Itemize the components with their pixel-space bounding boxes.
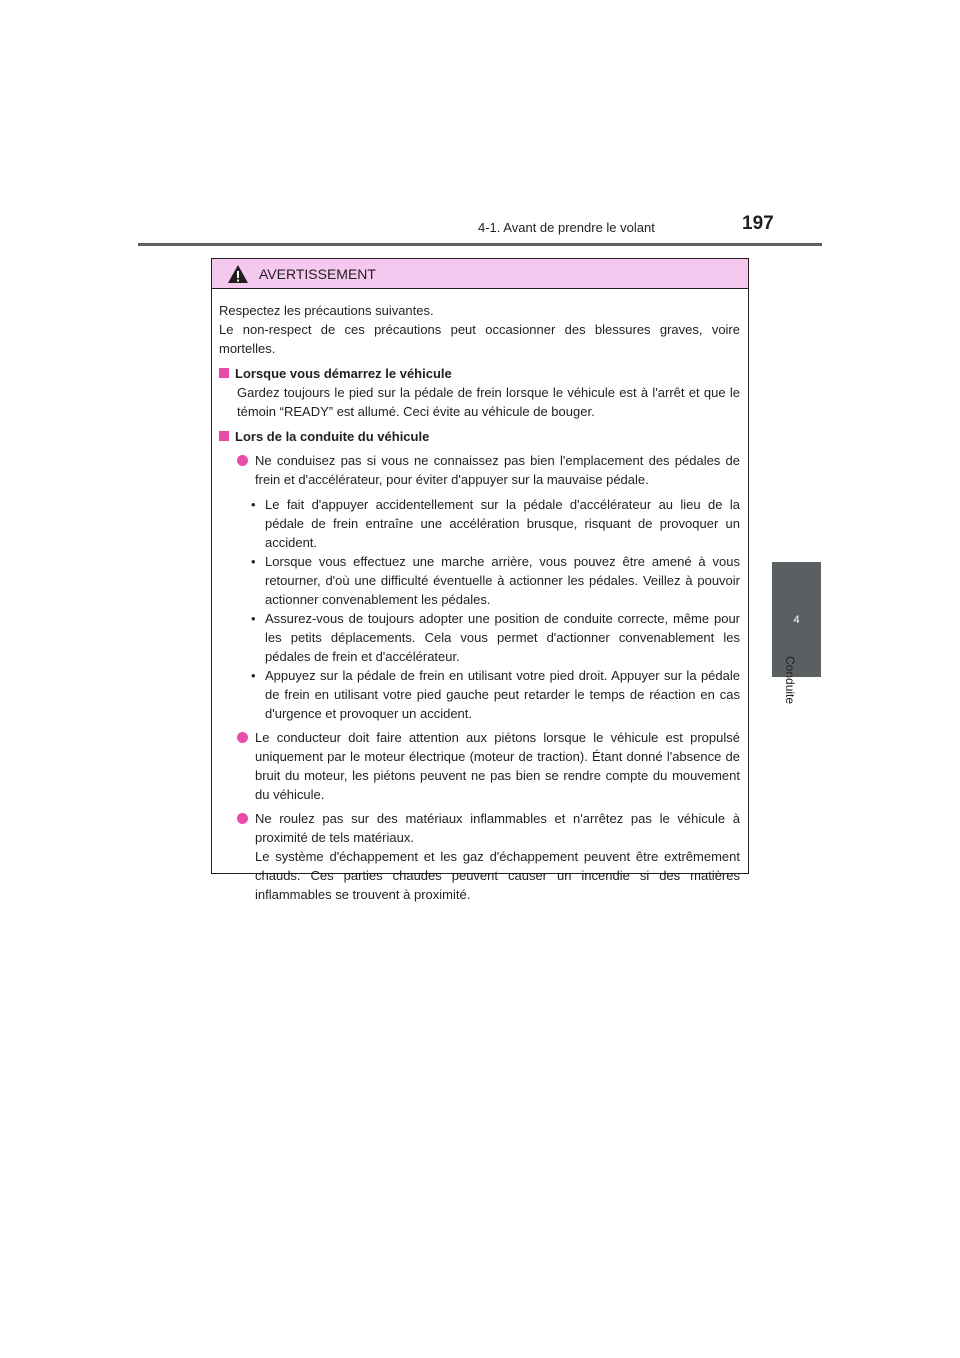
sub-bullet: • [251,668,256,683]
page-number: 197 [742,213,774,234]
circle-bullet-icon [237,455,248,466]
list-item [237,809,740,904]
intro-line-1: Respectez les précautions suivantes. [219,303,434,318]
section-text: Gardez toujours le pied sur la pédale de frein lorsque le véhicule est à l'arrêt et que le témoin “READY” est allumé. Ceci évite au véhicule de bouger. [237,385,740,419]
section-title [219,427,740,446]
list-item-text: Ne conduisez pas si vous ne connaissez pas bien l'emplacement des pédales de frein et d'accélérateur, pour éviter d'appuyer sur la mauvaise pédale. [255,453,740,487]
sub-list-item-text: Le fait d'appuyer accidentellement sur la pédale d'accélérateur au lieu de la pédale de frein entraîne une accélération brusque, risquant de provoquer un accident. [265,497,740,550]
chapter-number: 4 [793,613,800,626]
section-title-text: Lorsque vous démarrez le véhicule [235,366,452,381]
warning-title: AVERTISSEMENT [259,265,376,282]
circle-bullet-icon [237,813,248,824]
list-item [237,451,740,489]
warning-header [212,259,748,289]
sub-list-item-text: Appuyez sur la pédale de frein en utilisant votre pied droit. Appuyer sur la pédale de frein en utilisant votre pied gauche peut retarder le temps de réaction en cas d'urgence et provoquer un accident. [265,668,740,721]
warning-body [212,289,748,904]
header-rule [138,243,822,246]
section-title-text: Lors de la conduite du véhicule [235,429,430,444]
square-bullet-icon [219,431,229,441]
sub-list-item [251,609,740,666]
warning-box [211,258,749,902]
list-item-line-1: Ne roulez pas sur des matériaux inflammables et n'arrêtez pas le véhicule à proximité de tels matériaux. [255,811,740,845]
sub-list-item-text: Lorsque vous effectuez une marche arrière, vous pouvez être amené à vous retourner, d'où une difficulté éventuelle à actionner les pédales. Veillez à pouvoir actionner convenablement les pédales. [265,554,740,607]
section-title [219,364,740,383]
sub-bullet: • [251,497,256,512]
list-item-line-2: Le système d'échappement et les gaz d'échappement peuvent être extrêmement chauds. Ces parties chaudes peuvent causer un incendie si des matières inflammables se trouvent à proximité. [255,849,740,902]
warning-triangle-icon [227,264,249,284]
section-driving [219,427,740,904]
sub-list [251,495,740,723]
chapter-label: Conduite [783,656,797,705]
list-item [237,728,740,804]
sub-bullet: • [251,554,256,569]
sub-list-item [251,552,740,609]
intro-line-2: Le non-respect de ces précautions peut occasionner des blessures graves, voire mortelles. [219,322,740,356]
circle-bullet-icon [237,732,248,743]
section-start-vehicle [219,364,740,421]
sub-bullet: • [251,611,256,626]
sub-list-item-text: Assurez-vous de toujours adopter une position de conduite correcte, même pour les petits déplacements. Cela vous permet d'actionner convenablement les pédales de frein et d'accélérateur. [265,611,740,664]
list-item-text [255,809,740,904]
sub-list-item [251,495,740,552]
header-section-title: 4-1. Avant de prendre le volant [478,220,655,235]
warning-intro [219,301,740,358]
list-item-text: Le conducteur doit faire attention aux piétons lorsque le véhicule est propulsé uniquement par le moteur électrique (moteur de traction). Étant donné l'absence de bruit du moteur, les piétons peuvent ne pas bien se rendre compte du mouvement du véhicule. [255,730,740,802]
square-bullet-icon [219,368,229,378]
sub-list-item [251,666,740,723]
